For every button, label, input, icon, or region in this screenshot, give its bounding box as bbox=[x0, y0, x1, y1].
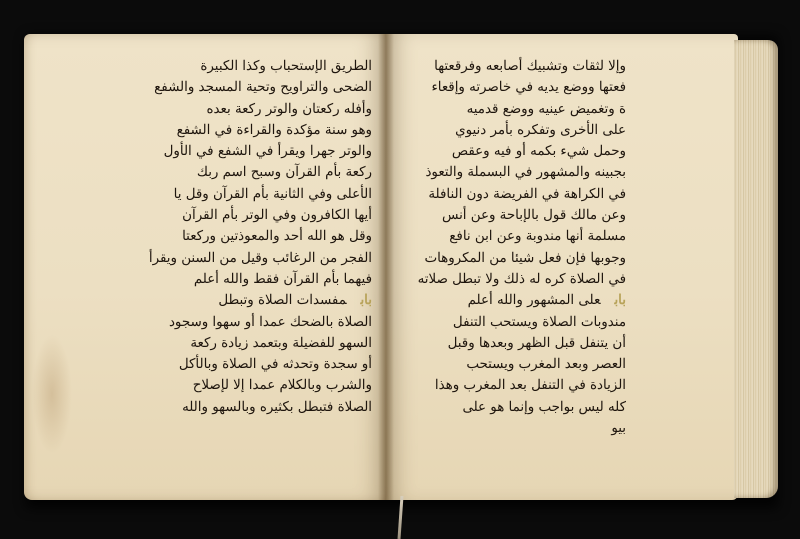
right-page-line bbox=[398, 99, 626, 120]
line-text: وهو سنة مؤكدة والقراءة في الشفع bbox=[176, 122, 372, 138]
line-text: كله ليس بواجب وإنما هو على bbox=[462, 399, 626, 415]
left-page-line bbox=[112, 162, 372, 183]
line-text: وأفله ركعتان والوتر ركعة بعده bbox=[206, 101, 372, 117]
line-text: وجوبها فإن فعل شيئا من المكروهات bbox=[424, 250, 626, 266]
left-page-line bbox=[112, 205, 372, 226]
line-text: الطريق الإستحباب وكذا الكبيرة bbox=[200, 59, 372, 74]
paper-stain bbox=[32, 334, 72, 454]
chapter-heading-rubric: باب bbox=[614, 292, 626, 309]
right-page-line bbox=[398, 290, 626, 311]
left-page-line bbox=[112, 120, 372, 141]
right-page-line bbox=[398, 120, 626, 141]
line-text: على الأخرى وتفكره بأمر دنيوي bbox=[455, 122, 626, 138]
line-text: مندوبات الصلاة ويستحب التنفل bbox=[452, 314, 626, 330]
line-text: وحمل شيء بكمه أو فيه وعقص bbox=[451, 144, 626, 160]
left-page-line bbox=[112, 354, 372, 375]
left-page-line bbox=[112, 184, 372, 205]
line-text: الفجر من الرغائب وقيل من السنن ويقرأ bbox=[148, 250, 372, 266]
left-page-line bbox=[112, 269, 372, 290]
line-text: فعتها ووضع يديه في خاصرته وإقعاء bbox=[431, 80, 626, 96]
left-page-line bbox=[112, 333, 372, 354]
line-text: أيها الكافرون وفي الوتر بأم القرآن bbox=[182, 208, 372, 224]
chapter-heading-rubric: باب bbox=[360, 292, 372, 309]
line-text: الصلاة بالضحك عمدا أو سهوا وسجود bbox=[168, 314, 372, 330]
right-page-line bbox=[398, 312, 626, 333]
left-page bbox=[24, 34, 386, 500]
line-text: وعن مالك قول بالإباحة وعن أنس bbox=[442, 208, 626, 224]
left-page-line bbox=[112, 290, 372, 311]
left-page-line bbox=[112, 56, 372, 77]
right-page-line bbox=[398, 354, 626, 375]
line-text: في الكراهة في الفريضة دون النافلة bbox=[428, 186, 626, 202]
line-text: على المشهور والله أعلم bbox=[467, 293, 601, 309]
line-text: مسلمة أنها مندوبة وعن ابن نافع bbox=[449, 229, 626, 245]
line-text: والوتر جهرا ويقرأ في الشفع في الأول bbox=[163, 144, 372, 160]
right-page-line bbox=[398, 184, 626, 205]
line-text: العصر وبعد المغرب ويستحب bbox=[466, 357, 626, 373]
left-page-line bbox=[112, 312, 372, 333]
right-page-line bbox=[398, 56, 626, 77]
page-edges bbox=[734, 40, 778, 498]
left-page-line bbox=[112, 226, 372, 247]
left-page-line bbox=[112, 248, 372, 269]
right-page-line bbox=[398, 333, 626, 354]
left-page-line bbox=[112, 77, 372, 98]
right-page-line bbox=[398, 162, 626, 183]
line-text: ركعة بأم القرآن وسبح اسم ربك bbox=[196, 165, 372, 181]
line-text: ة وتغميض عينيه ووضع قدميه bbox=[466, 101, 626, 117]
right-page-line bbox=[398, 226, 626, 247]
line-text: فيهما بأم القرآن فقط والله أعلم bbox=[193, 271, 372, 287]
right-page-line bbox=[398, 205, 626, 226]
book-gutter bbox=[378, 34, 394, 500]
right-page-line bbox=[398, 141, 626, 162]
line-text: السهو للفضيلة وبتعمد زيادة ركعة bbox=[190, 335, 372, 351]
line-text: بيو bbox=[611, 421, 626, 437]
line-text: بجبينه والمشهور في البسملة والتعوذ bbox=[425, 165, 626, 181]
left-page-line bbox=[112, 375, 372, 396]
left-page-line bbox=[112, 99, 372, 120]
line-text: الأعلى وفي الثانية بأم القرآن وقل يا bbox=[173, 186, 372, 202]
line-text: الزيادة في التنفل بعد المغرب وهذا bbox=[434, 378, 626, 394]
line-text: وقل هو الله أحد والمعوذتين وركعتا bbox=[182, 229, 372, 245]
line-text: أن يتنفل قبل الظهر وبعدها وقبل bbox=[447, 335, 626, 351]
left-page-text bbox=[112, 56, 372, 418]
left-page-line bbox=[112, 141, 372, 162]
line-text: مفسدات الصلاة وتبطل bbox=[218, 293, 347, 309]
right-page-line bbox=[398, 269, 626, 290]
right-page-line bbox=[398, 397, 626, 418]
right-page bbox=[386, 34, 738, 500]
line-text: في الصلاة كره له ذلك ولا تبطل صلاته bbox=[417, 271, 626, 287]
right-page-line bbox=[398, 77, 626, 98]
left-page-line bbox=[112, 397, 372, 418]
right-page-line bbox=[398, 375, 626, 396]
line-text: والشرب وبالكلام عمدا إلا لإصلاح bbox=[192, 378, 372, 394]
right-page-text bbox=[398, 56, 626, 439]
line-text: أو سجدة وتحدثه في الصلاة وبالأكل bbox=[178, 357, 372, 373]
right-page-line bbox=[398, 418, 626, 439]
line-text: الضحى والتراويح وتحية المسجد والشفع bbox=[154, 80, 372, 96]
line-text: الصلاة فتبطل بكثيره وبالسهو والله bbox=[182, 399, 372, 415]
line-text: وإلا لثقات وتشبيك أصابعه وفرقعتها bbox=[434, 59, 626, 74]
right-page-line bbox=[398, 248, 626, 269]
